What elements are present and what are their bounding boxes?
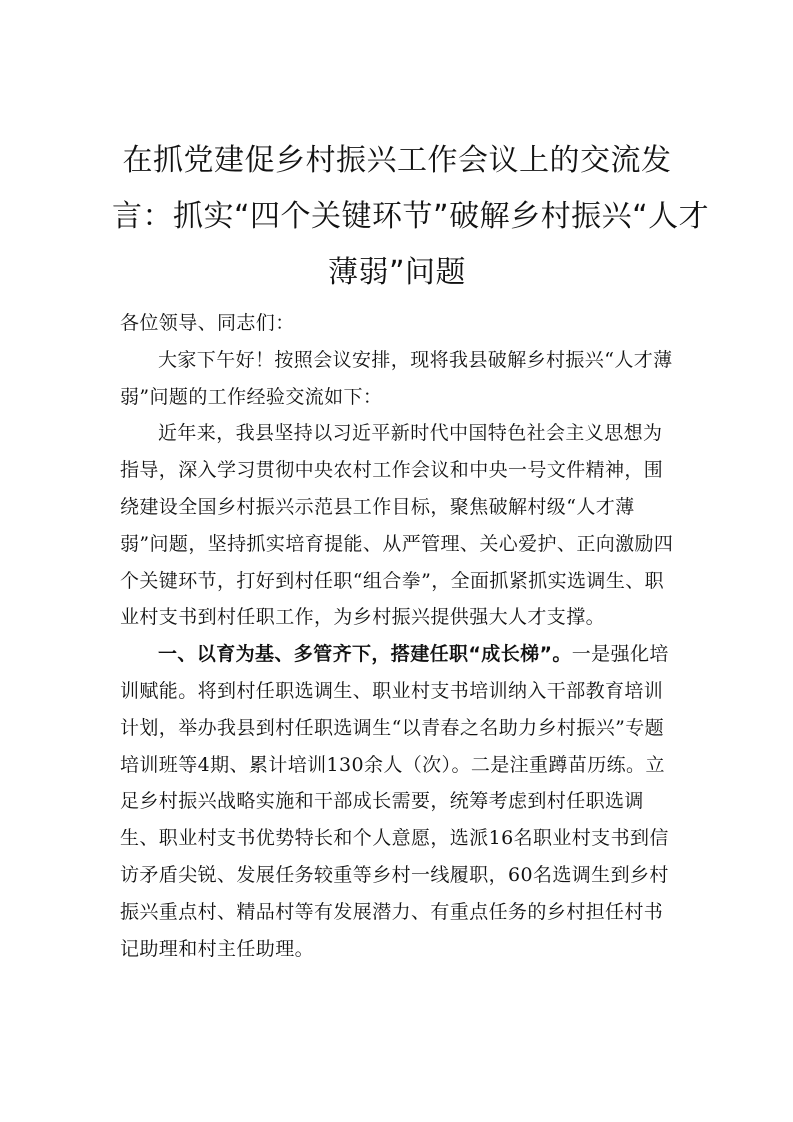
opening-paragraph: 大家下午好！按照会议安排，现将我县破解乡村振兴“人才薄弱”问题的工作经验交流如下： <box>120 348 673 408</box>
background-paragraph: 近年来，我县坚持以习近平新时代中国特色社会主义思想为指导，深入学习贯彻中央农村工作会议和中央一号文件精神，围绕建设全国乡村振兴示范县工作目标，聚焦破解村级“人才薄弱”问题，坚持抓实培育提能、从严管理、关心爱护、正向激励四个关键环节，打好到村任职“组合拳”，全面抓紧抓实选调生、职业村支书到村任职工作，为乡村振兴提供强大人才支撑。 <box>120 422 674 629</box>
salutation: 各位领导、同志们： <box>120 312 295 334</box>
section-1-paragraph <box>120 636 680 967</box>
title-line-1: 在抓党建促乡村振兴工作会议上的交流发 <box>122 143 672 178</box>
section-1-body: 一是强化培训赋能。将到村任职选调生、职业村支书培训纳入干部教育培训计划，举办我县到村任职选调生“以青春之名助力乡村振兴”专题培训班等4期、累计培训130余人（次）。二是注重蹲苗历练。立足乡村振兴战略实施和干部成长需要，统筹考虑到村任职选调生、职业村支书优势特长和个人意愿，选派16名职业村支书到信访矛盾尖锐、发展任务较重等乡村一线履职，60名选调生到乡村振兴重点村、精品村等有发展潜力、有重点任务的乡村担任村书记助理和村主任助理。 <box>120 643 669 960</box>
section-1-heading: 一、以育为基、多管齐下，搭建任职“成长梯”。 <box>158 643 572 666</box>
title-line-3: 薄弱”问题 <box>327 255 467 290</box>
title-line-2: 言：抓实“四个关键环节”破解乡村振兴“人才 <box>112 199 710 234</box>
document-body <box>120 305 680 967</box>
document-title <box>112 133 710 301</box>
